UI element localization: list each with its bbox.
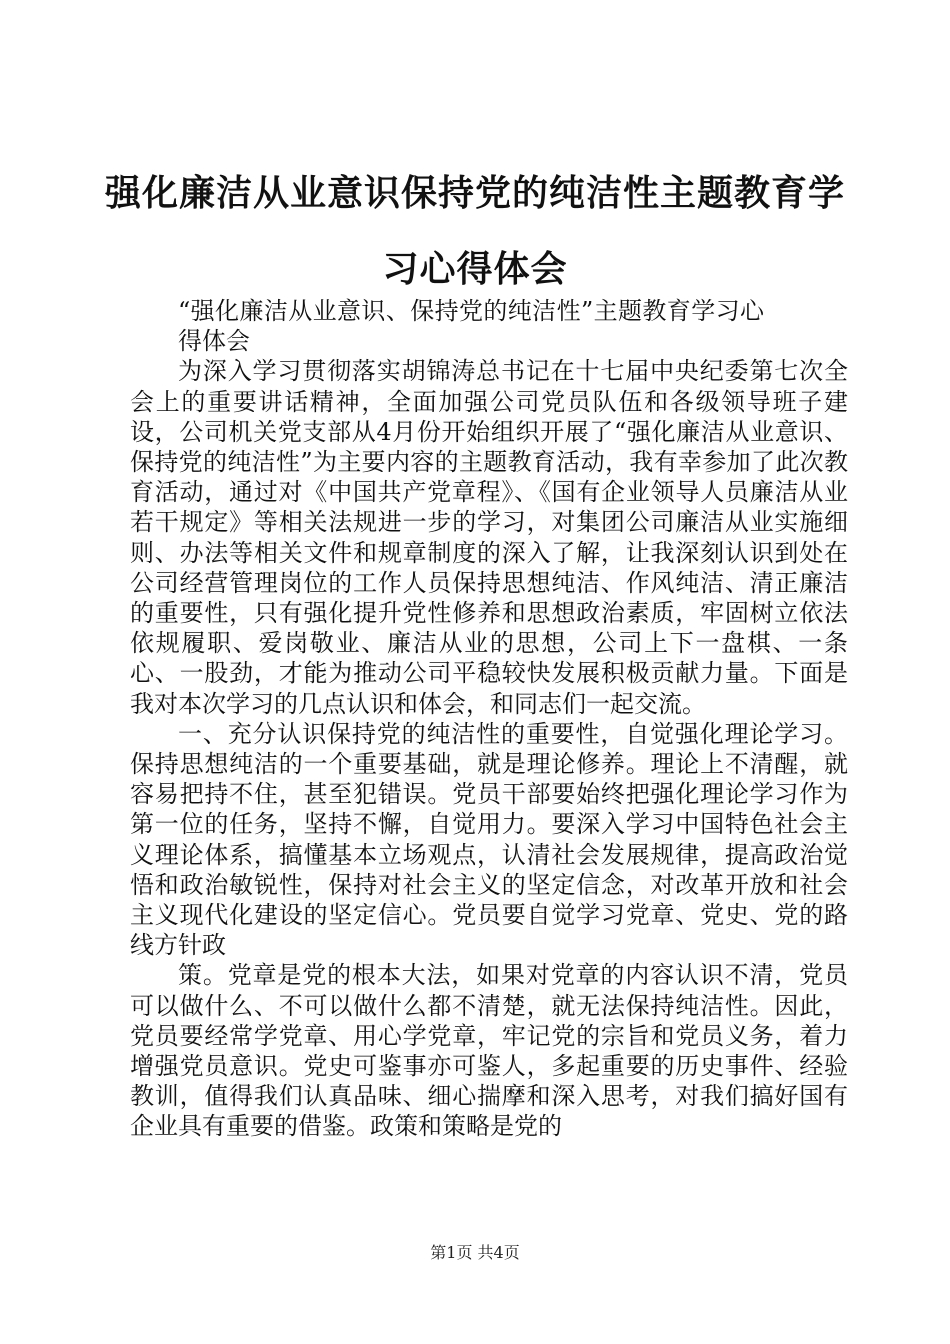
paragraph-section-one: 一、充分认识保持党的纯洁性的重要性，自觉强化理论学习。保持思想纯洁的一个重要基础，就是理论修养。理论上不清醒，就容易把持不住，甚至犯错误。党员干部要始终把强化理论学习作为第一位的任务，坚持不懈，自觉用力。要深入学习中国特色社会主义理论体系，搞懂基本立场观点，认清社会发展规律，提高政治觉悟和政治敏锐性，保持对社会主义的坚定信念，对改革开放和社会主义现代化建设的坚定信心。党员要自觉学习党章、党史、党的路线方针政: [130, 719, 848, 960]
paragraph-intro: 为深入学习贯彻落实胡锦涛总书记在十七届中央纪委第七次全会上的重要讲话精神，全面加强公司党员队伍和各级领导班子建设，公司机关党支部从4月份开始组织开展了“强化廉洁从业意识、保持党的纯洁性”为主要内容的主题教育活动，我有幸参加了此次教育活动，通过对《中国共产党章程》、《国有企业领导人员廉洁从业若干规定》等相关法规进一步的学习，对集团公司廉洁从业实施细则、办法等相关文件和规章制度的深入了解，让我深刻认识到处在公司经营管理岗位的工作人员保持思想纯洁、作风纯洁、清正廉洁的重要性，只有强化提升党性修养和思想政治素质，牢固树立依法依规履职、爱岗敬业、廉洁从业的思想，公司上下一盘棋、一条心、一股劲，才能为推动公司平稳较快发展积极贡献力量。下面是我对本次学习的几点认识和体会，和同志们一起交流。: [130, 357, 848, 718]
document-body: [130, 296, 848, 1142]
document-subtitle: “强化廉洁从业意识、保持党的纯洁性”主题教育学习心得体会: [178, 297, 764, 356]
paragraph-continuation: 策。党章是党的根本大法，如果对党章的内容认识不清，党员可以做什么、不可以做什么都不清楚，就无法保持纯洁性。因此，党员要经常学党章、用心学党章，牢记党的宗旨和党员义务，着力增强党员意识。党史可鉴事亦可鉴人，多起重要的历史事件、经验教训，值得我们认真品味、细心揣摩和深入思考，对我们搞好国有企业具有重要的借鉴。政策和策略是党的: [130, 961, 848, 1141]
page-footer: 第1页 共4页: [430, 1243, 520, 1262]
document-title: 强化廉洁从业意识保持党的纯洁性主题教育学习心得体会: [104, 172, 845, 290]
